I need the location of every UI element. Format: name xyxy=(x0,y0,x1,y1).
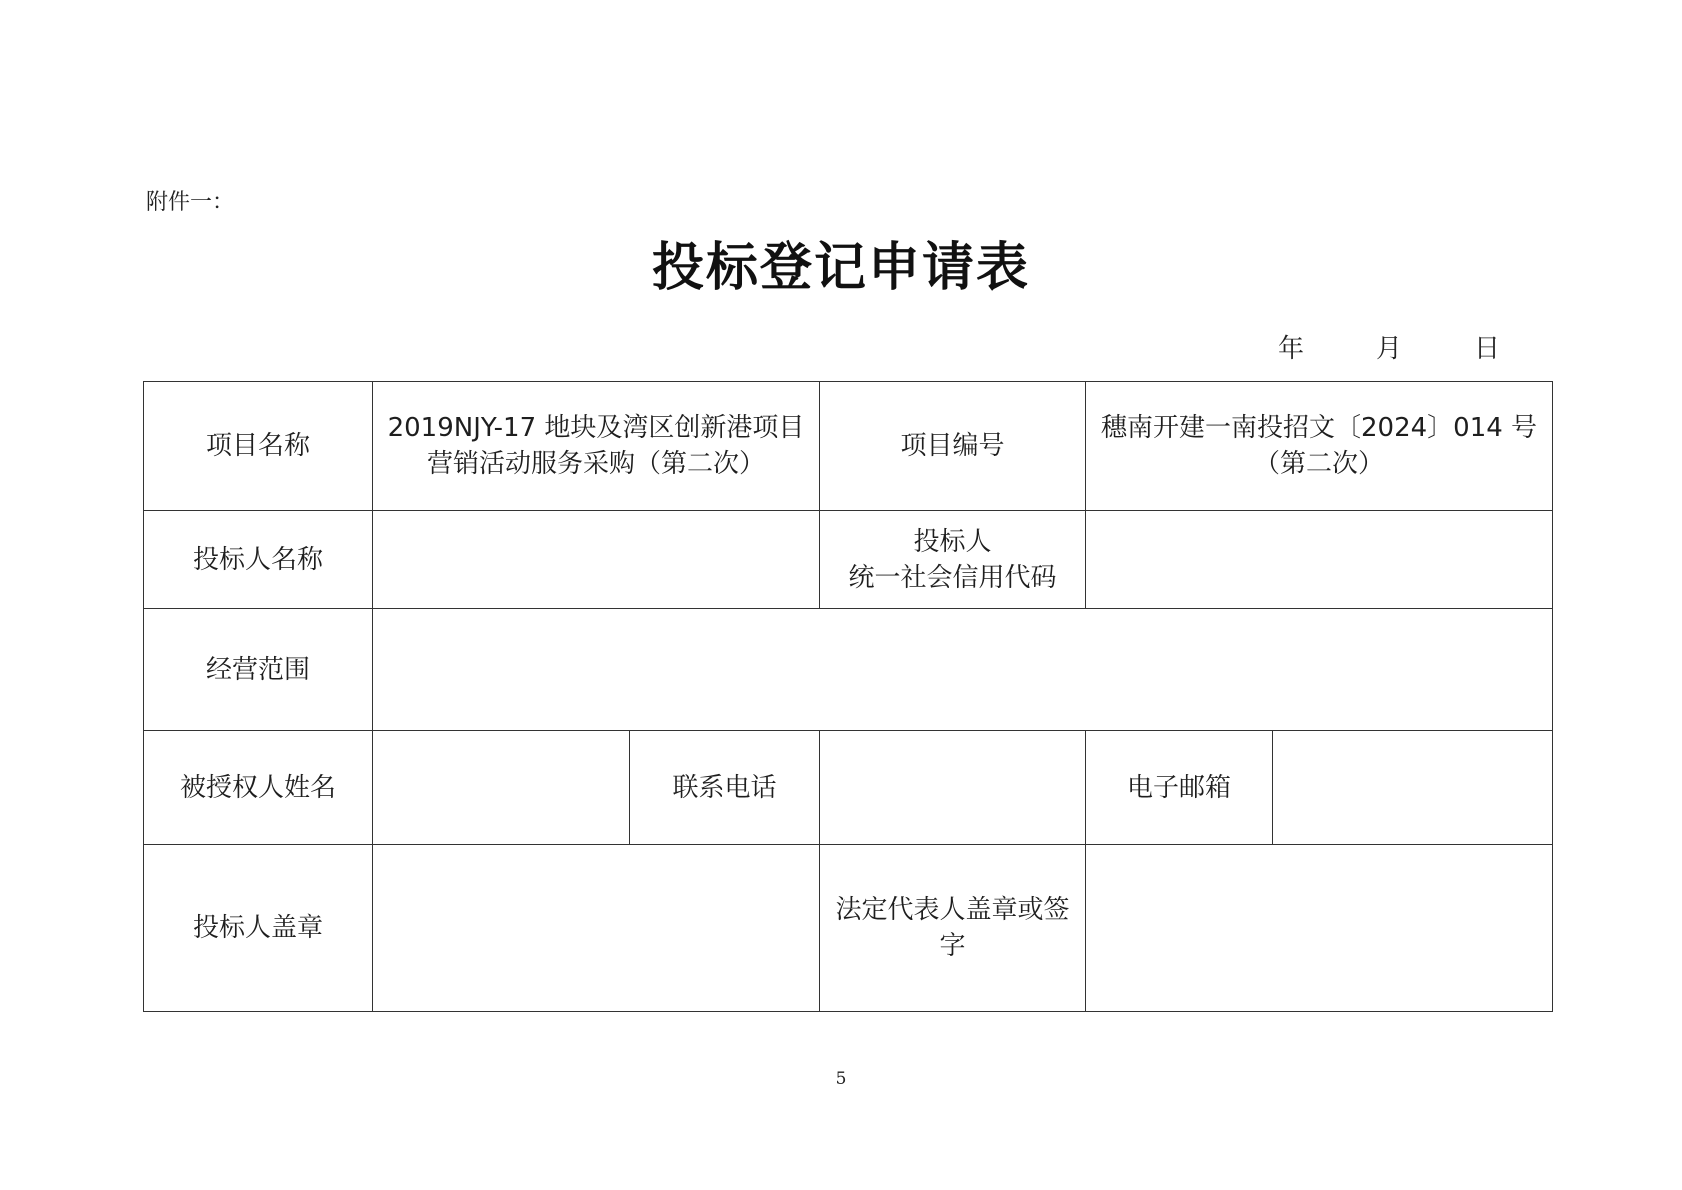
bidder-name-label: 投标人名称 xyxy=(144,511,373,609)
credit-code-field[interactable] xyxy=(1086,511,1553,609)
date-month-label: 月 xyxy=(1376,334,1403,364)
bidder-seal-field[interactable] xyxy=(373,845,820,1012)
date-year-label: 年 xyxy=(1278,334,1305,364)
legal-rep-label-line1: 法定代表人盖章或签 xyxy=(835,895,1070,925)
page-number: 5 xyxy=(835,1069,847,1089)
authorized-person-field[interactable] xyxy=(373,731,630,845)
row-seal-signature xyxy=(144,845,1553,1012)
legal-rep-label-line2: 字 xyxy=(939,931,966,961)
bidder-seal-label: 投标人盖章 xyxy=(144,845,373,1012)
email-label: 电子邮箱 xyxy=(1086,731,1273,845)
legal-rep-signature-label xyxy=(820,845,1086,1012)
project-number-value xyxy=(1086,382,1553,511)
row-contact-info xyxy=(144,731,1553,845)
credit-code-label-line2: 统一社会信用代码 xyxy=(848,562,1057,593)
project-name-value-line1: 2019NJY-17 地块及湾区创新港项目 xyxy=(387,413,805,443)
row-business-scope xyxy=(144,609,1553,731)
business-scope-field[interactable] xyxy=(373,609,1553,731)
authorized-person-label: 被授权人姓名 xyxy=(144,731,373,845)
email-field[interactable] xyxy=(1273,731,1553,845)
date-day-label: 日 xyxy=(1474,334,1501,364)
phone-label: 联系电话 xyxy=(630,731,820,845)
project-number-value-line2: （第二次） xyxy=(1254,449,1385,479)
project-name-value-line2: 营销活动服务采购（第二次） xyxy=(427,449,766,479)
legal-rep-signature-field[interactable] xyxy=(1086,845,1553,1012)
project-name-label: 项目名称 xyxy=(144,382,373,511)
business-scope-label: 经营范围 xyxy=(144,609,373,731)
project-name-value xyxy=(373,382,820,511)
row-bidder-info xyxy=(144,511,1553,609)
bidder-name-field[interactable] xyxy=(373,511,820,609)
credit-code-label-line1: 投标人 xyxy=(913,526,992,557)
bid-registration-form xyxy=(143,381,1553,1012)
credit-code-label xyxy=(820,511,1086,609)
row-project-info xyxy=(144,382,1553,511)
attachment-label: 附件一： xyxy=(146,190,235,215)
project-number-value-line1: 穗南开建一南投招文〔2024〕014 号 xyxy=(1100,413,1538,443)
phone-field[interactable] xyxy=(820,731,1086,845)
page-title: 投标登记申请表 xyxy=(651,238,1030,298)
project-number-label: 项目编号 xyxy=(820,382,1086,511)
